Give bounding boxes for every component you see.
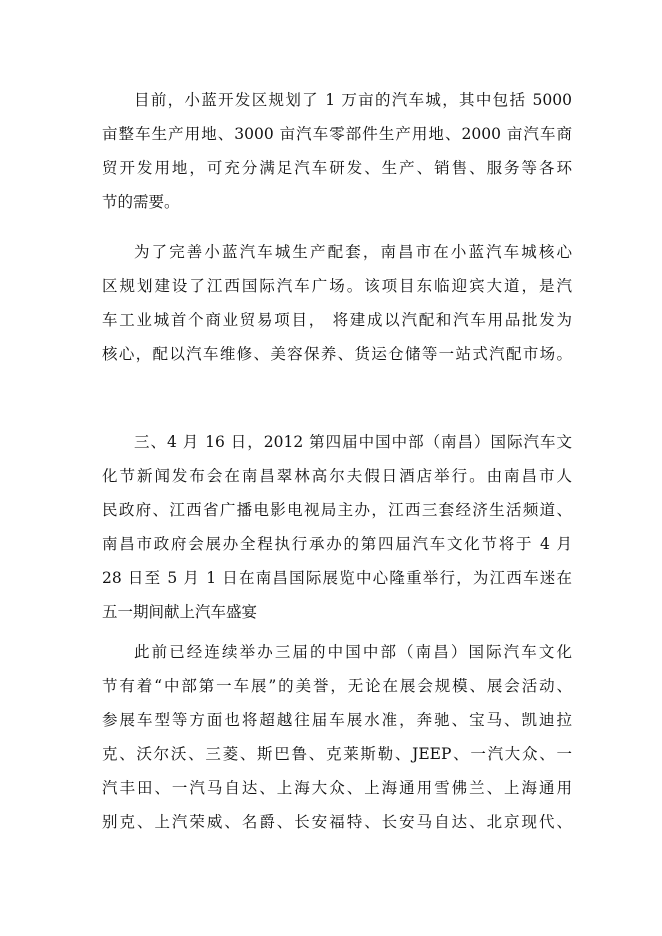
paragraph-3-line-5: 28 日至 5 月 1 日在南昌国际展览中心隆重举行，为江西车迷在 <box>102 569 572 587</box>
paragraph-4-line-6: 别克、上汽荣威、名爵、长安福特、长安马自达、北京现代、 <box>102 813 572 831</box>
paragraph-2-line-2: 区规划建设了江西国际汽车广场。该项目东临迎宾大道，是汽 <box>102 277 572 295</box>
paragraph-1-line-3: 贸开发用地，可充分满足汽车研发、生产、销售、服务等各环 <box>102 159 572 177</box>
paragraph-1-line-1: 目前，小蓝开发区规划了 1 万亩的汽车城，其中包括 5000 <box>134 91 572 109</box>
paragraph-4-line-2: 节有着“中部第一车展”的美誉，无论在展会规模、展会活动、 <box>102 677 572 695</box>
paragraph-2-line-3: 车工业城首个商业贸易项目， 将建成以汽配和汽车用品批发为 <box>102 311 572 329</box>
paragraph-3-line-3: 民政府、江西省广播电影电视局主办，江西三套经济生活频道、 <box>102 501 572 519</box>
paragraph-3-line-4: 南昌市政府会展办全程执行承办的第四届汽车文化节将于 4 月 <box>102 535 572 553</box>
paragraph-2-line-1: 为了完善小蓝汽车城生产配套，南昌市在小蓝汽车城核心 <box>134 243 572 261</box>
paragraph-4-line-4: 克、沃尔沃、三菱、斯巴鲁、克莱斯勒、JEEP、一汽大众、一 <box>102 745 572 763</box>
paragraph-3-line-6: 五一期间献上汽车盛宴 <box>102 603 258 621</box>
paragraph-1-line-2: 亩整车生产用地、3000 亩汽车零部件生产用地、2000 亩汽车商 <box>102 125 572 143</box>
paragraph-2-line-4: 核心，配以汽车维修、美容保养、货运仓储等一站式汽配市场。 <box>102 345 572 363</box>
paragraph-3-line-2: 化节新闻发布会在南昌翠林高尔夫假日酒店举行。由南昌市人 <box>102 467 572 485</box>
paragraph-4-line-3: 参展车型等方面也将超越往届车展水准，奔驰、宝马、凯迪拉 <box>102 711 572 729</box>
paragraph-4-line-5: 汽丰田、一汽马自达、上海大众、上海通用雪佛兰、上海通用 <box>102 779 572 797</box>
paragraph-1-line-4: 节的需要。 <box>102 193 180 211</box>
paragraph-4-line-1: 此前已经连续举办三届的中国中部（南昌）国际汽车文化 <box>134 643 572 661</box>
paragraph-3-line-1: 三、4 月 16 日，2012 第四届中国中部（南昌）国际汽车文 <box>134 433 572 451</box>
